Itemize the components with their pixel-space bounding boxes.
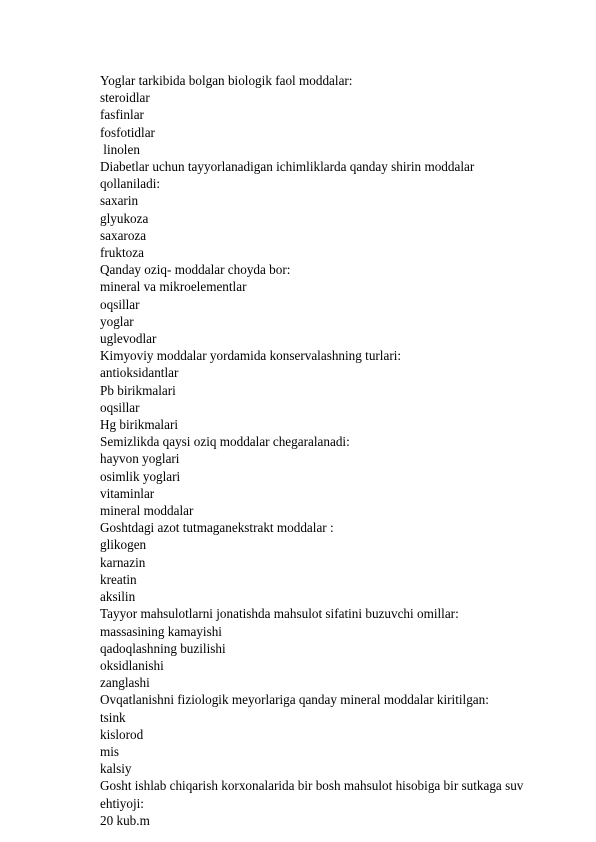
text-line: fosfotidlar [100, 124, 155, 140]
text-line: oqsillar [100, 296, 140, 312]
text-line: zanglashi [100, 675, 150, 691]
text-line: Pb birikmalari [100, 382, 176, 398]
text-line: aksilin [100, 589, 136, 605]
text-line: kislorod [100, 726, 144, 742]
text-line: steroidlar [100, 90, 150, 106]
text-line: oksidlanishi [100, 657, 164, 673]
text-line: Semizlikda qaysi oziq moddalar chegaralanadi: [100, 434, 350, 450]
text-line: Gosht ishlab chiqarish korxonalarida bir bosh mahsulot hisobiga bir sutkaga suv [100, 778, 524, 794]
text-line: tsink [100, 709, 126, 725]
document-body [100, 72, 560, 829]
text-line: fasfinlar [100, 107, 144, 123]
text-line: Diabetlar uchun tayyorlanadigan ichimliklarda qanday shirin moddalar [100, 159, 475, 175]
text-line: Kimyoviy moddalar yordamida konservalashning turlari: [100, 348, 402, 364]
text-line: kalsiy [100, 761, 132, 777]
text-line: glikogen [100, 537, 147, 553]
text-line: saxaroza [100, 227, 147, 243]
text-line: 20 kub.m [100, 812, 150, 828]
text-line: Hg birikmalari [100, 417, 179, 433]
text-line: Goshtdagi azot tutmaganekstrakt moddalar : [100, 520, 334, 536]
text-line: mis [100, 743, 120, 759]
text-line: kreatin [100, 571, 137, 587]
text-line: Tayyor mahsulotlarni jonatishda mahsulot sifatini buzuvchi omillar: [100, 606, 459, 622]
text-line: linolen [100, 141, 140, 157]
text-line: osimlik yoglari [100, 468, 181, 484]
text-line: glyukoza [100, 210, 149, 226]
text-line: massasining kamayishi [100, 623, 222, 639]
text-line: Ovqatlanishni fiziologik meyorlariga qanday mineral moddalar kiritilgan: [100, 692, 489, 708]
text-line: ehtiyoji: [100, 795, 144, 811]
text-line: hayvon yoglari [100, 451, 180, 467]
text-line: yoglar [100, 313, 134, 329]
text-line: oqsillar [100, 399, 140, 415]
text-line: Qanday oziq- moddalar choyda bor: [100, 262, 291, 278]
text-line: mineral va mikroelementlar [100, 279, 247, 295]
text-line: uglevodlar [100, 331, 157, 347]
text-line: mineral moddalar [100, 503, 194, 519]
text-line: qadoqlashning buzilishi [100, 640, 226, 656]
text-line: saxarin [100, 193, 139, 209]
text-line: vitaminlar [100, 485, 155, 501]
text-line: Yoglar tarkibida bolgan biologik faol moddalar: [100, 73, 353, 88]
text-line: antioksidantlar [100, 365, 179, 381]
text-line: qollaniladi: [100, 176, 161, 192]
text-line: karnazin [100, 554, 146, 570]
text-line: fruktoza [100, 245, 144, 261]
